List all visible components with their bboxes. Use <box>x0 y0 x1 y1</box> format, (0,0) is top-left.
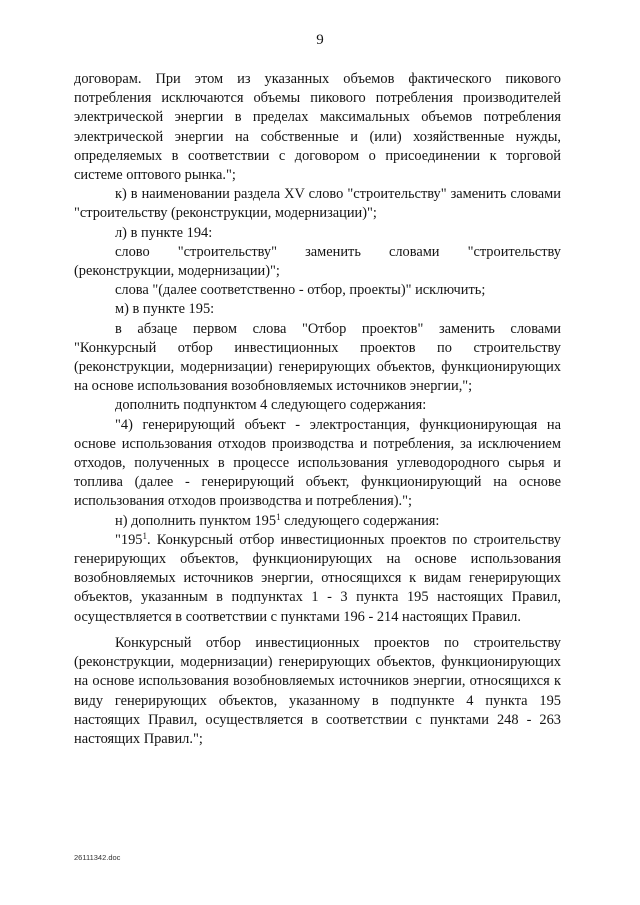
paragraph-add-subpoint: дополнить подпунктом 4 следующего содержания: <box>115 397 427 414</box>
paragraph-competitive-selection: Конкурсный отбор инвестиционных проектов по строительству (реконструкции, модернизации) генерирующих объектов, функционирующих на основе использования возобновляемых источников энергии, относящихся к виду генерирующих объектов, указанному в подпункте 4 пункта 195 настоящих Правил, осуществляется в соответствии с пунктами 248 - 263 настоящих Правил."; <box>74 634 561 747</box>
point-195-1-number: "195 <box>115 531 143 548</box>
point-195-1-text: . Конкурсный отбор инвестиционных проектов по строительству генерирующих объектов, функционирующих на основе использования возобновляемых источников энергии, относящихся к видам генерирующих объектов, указанным в подпунктах 1 - 3 пункта 195 настоящих Правил, осуществляется в соответствии с пунктами 196 - 214 настоящих Правил. <box>74 531 561 625</box>
item-n-superscript: 1 <box>276 511 281 522</box>
paragraph-exclude-words: слова "(далее соответственно - отбор, проекты)" исключить; <box>115 282 486 299</box>
paragraph-replace-word: слово "строительству" заменить словами "строительству (реконструкции, модернизации)"; <box>74 243 561 280</box>
item-n-text-after: следующего содержания: <box>280 512 440 529</box>
document-file-code: 26111342.doc <box>74 853 121 862</box>
paragraph-first-abzac: в абзаце первом слова "Отбор проектов" заменить словами "Конкурсный отбор инвестиционных проектов по строительству (реконструкции, модернизации) генерирующих объектов, функционирующих на основе использования возобновляемых источников энергии,"; <box>74 320 561 395</box>
paragraph-subpoint-4: "4) генерирующий объект - электростанция, функционирующая на основе использования отходов производства и потребления, за исключением отходов, полученных в процессе использования углеводородного сырья и топлива (далее - генерирующий объект, функционирующий на основе использования отходов производства и потребления)."; <box>74 416 561 510</box>
paragraph-item-n <box>74 512 561 531</box>
document-body <box>74 70 561 749</box>
point-195-1-superscript: 1 <box>142 530 147 541</box>
paragraph-item-l: л) в пункте 194: <box>115 224 213 241</box>
page-number: 9 <box>316 32 324 48</box>
paragraph-item-m: м) в пункте 195: <box>115 301 215 318</box>
item-n-text-before: н) дополнить пунктом 195 <box>115 512 277 529</box>
paragraph-point-195-1 <box>74 531 561 627</box>
paragraph-continuation: договорам. При этом из указанных объемов фактического пикового потребления исключаются объемы пикового потребления производителей электрической энергии в пределах максимальных объемов потребления электрической энергии на собственные и (или) хозяйственные нужды, определяемых в соответствии с договором о присоединении к торговой системе оптового рынка."; <box>74 71 561 184</box>
paragraph-item-k: к) в наименовании раздела XV слово "строительству" заменить словами "строительству (реконструкции, модернизации)"; <box>74 186 561 222</box>
